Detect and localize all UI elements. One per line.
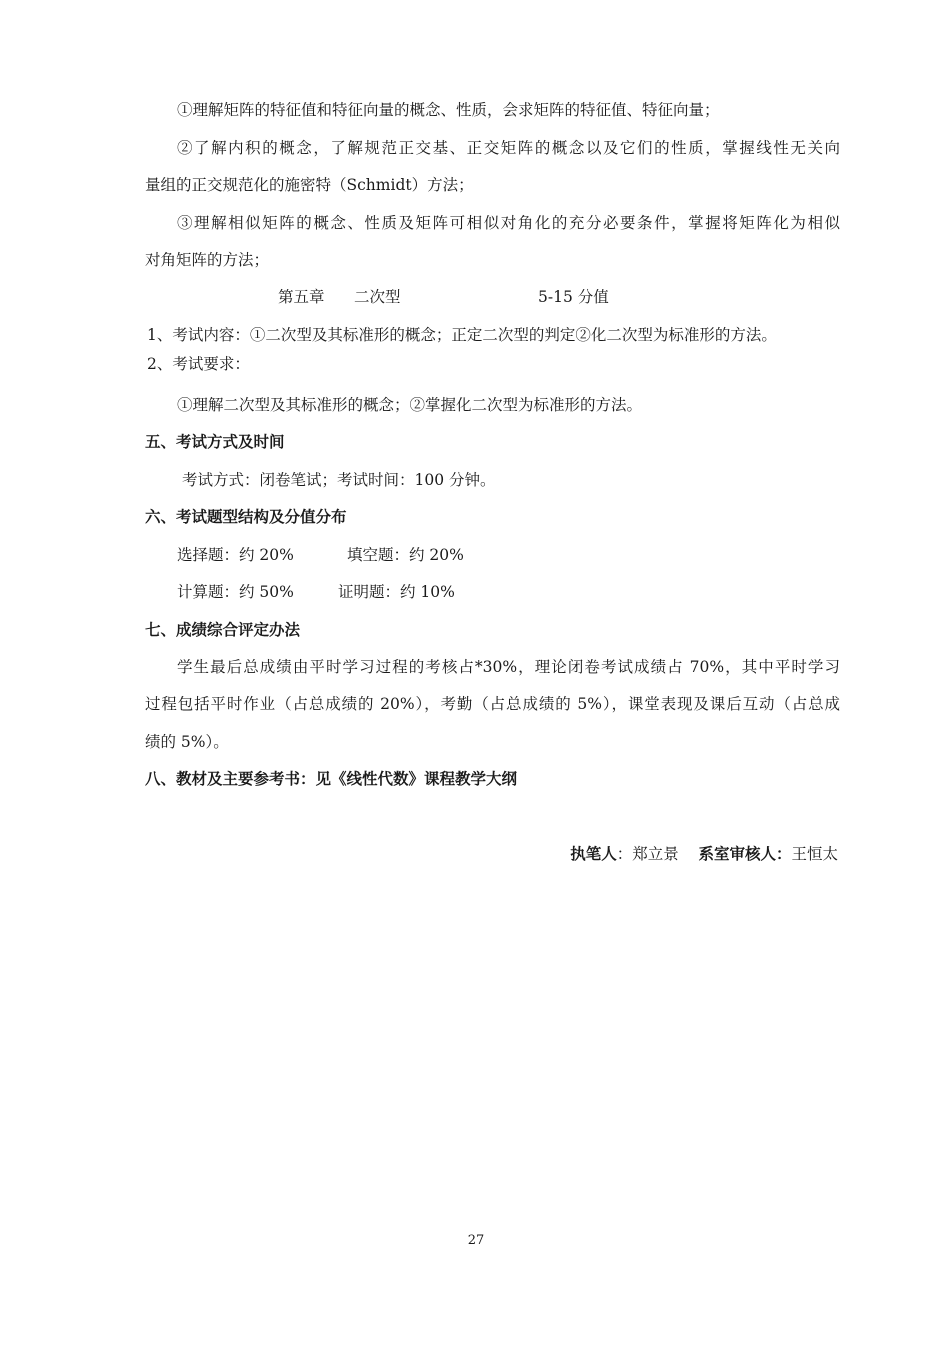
chapter5-content: 1、考试内容：①二次型及其标准形的概念；正定二次型的判定②化二次型为标准形的方法。: [147, 326, 777, 344]
section4-item3-line1: ③理解相似矩阵的概念、性质及矩阵可相似对角化的充分必要条件，掌握将矩阵化为相似: [177, 214, 840, 232]
page-number: 27: [467, 1233, 485, 1248]
section8-heading: 八、教材及主要参考书：见《线性代数》课程教学大纲: [145, 770, 518, 788]
section7-line3: 绩的 5%）。: [145, 733, 229, 751]
section5-heading: 五、考试方式及时间: [145, 433, 285, 451]
section4-item2-line2: 量组的正交规范化的施密特（Schmidt）方法；: [145, 176, 474, 194]
section4-item2-line1: ②了解内积的概念，了解规范正交基、正交矩阵的概念以及它们的性质，掌握线性无关向: [177, 139, 840, 157]
section6-heading: 六、考试题型结构及分值分布: [145, 508, 347, 526]
section7-heading: 七、成绩综合评定办法: [145, 621, 301, 639]
signature-line: [570, 844, 838, 864]
writer-name: ：郑立景: [616, 845, 679, 863]
chapter5-score: 5-15 分值: [538, 288, 609, 306]
section4-item3-line2: 对角矩阵的方法；: [145, 251, 270, 269]
section7-line2: 过程包括平时作业（占总成绩的 20%），考勤（占总成绩的 5%），课堂表现及课后互动（占总成: [145, 695, 840, 713]
section6-row2: [145, 582, 840, 602]
section7-line1: 学生最后总成绩由平时学习过程的考核占*30%，理论闭卷考试成绩占 70%，其中平时学习: [177, 658, 840, 676]
chapter5-heading: [145, 287, 840, 307]
section4-item1: ①理解矩阵的特征值和特征向量的概念、性质，会求矩阵的特征值、特征向量；: [177, 101, 720, 119]
section6-row1: [145, 545, 840, 565]
chapter5-title: 第五章: [278, 288, 325, 306]
section5-body: 考试方式：闭卷笔试；考试时间：100 分钟。: [182, 471, 496, 489]
reviewer-name: 王恒太: [791, 845, 838, 863]
choice-score: 选择题：约 20%: [177, 546, 294, 564]
writer-label: 执笔人: [570, 845, 617, 863]
reviewer-label: 系室审核人：: [698, 845, 792, 863]
calc-score: 计算题：约 50%: [177, 583, 294, 601]
fill-score: 填空题：约 20%: [347, 546, 464, 564]
proof-score: 证明题：约 10%: [338, 583, 455, 601]
chapter5-requirement: ①理解二次型及其标准形的概念；②掌握化二次型为标准形的方法。: [177, 396, 643, 414]
chapter5-name: 二次型: [354, 288, 401, 306]
chapter5-requirement-label: 2、考试要求：: [147, 355, 250, 373]
